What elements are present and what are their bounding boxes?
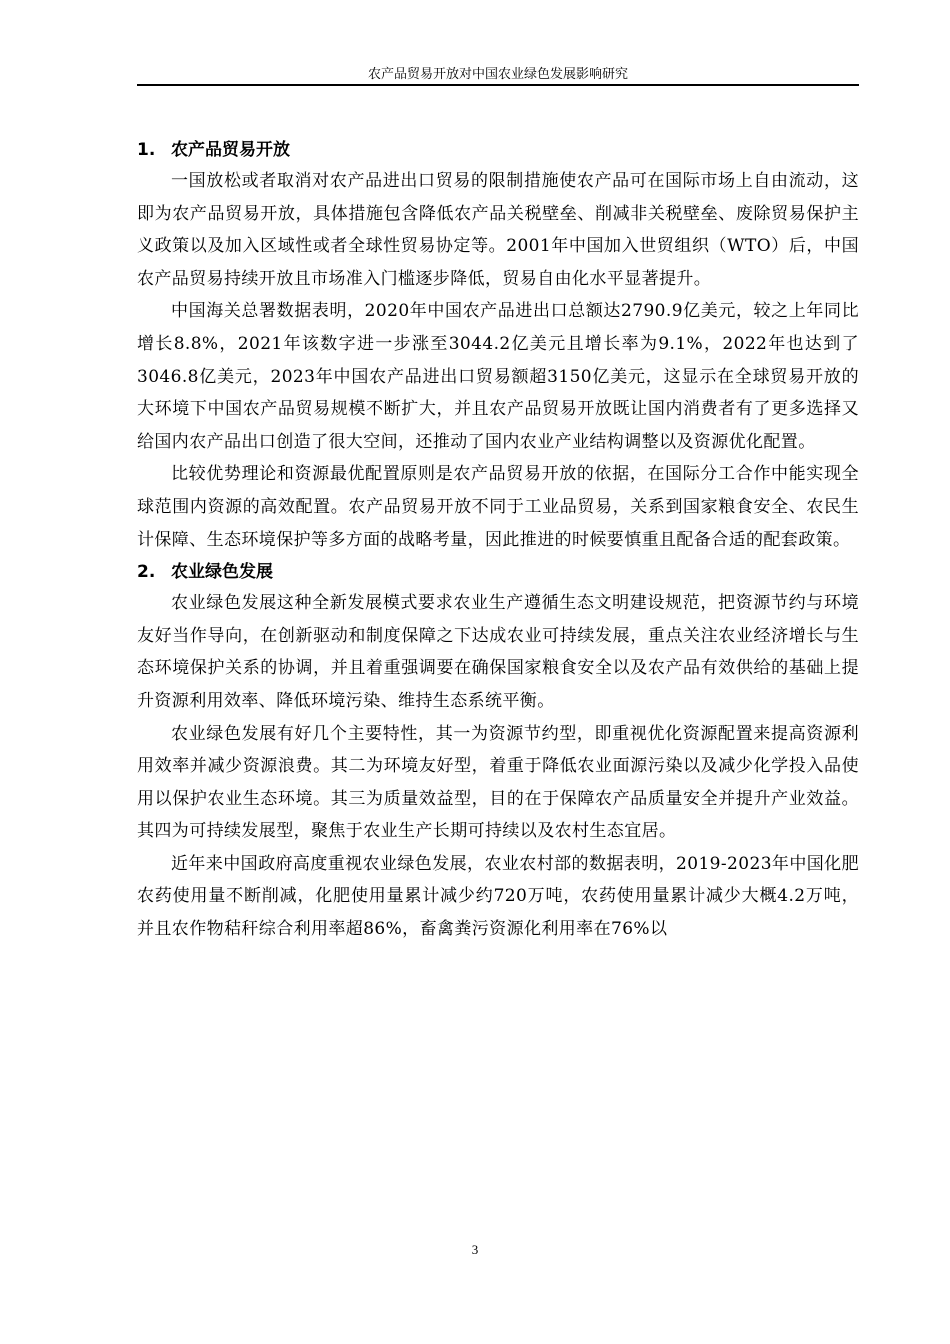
paragraph: 一国放松或者取消对农产品进出口贸易的限制措施使农产品可在国际市场上自由流动，这即为农产品贸易开放，具体措施包含降低农产品关税壁垒、削减非关税壁垒、废除贸易保护主义政策以及加入区域性或者全球性贸易协定等。2001年中国加入世贸组织（WTO）后，中国农产品贸易持续开放且市场准入门槛逐步降低，贸易自由化水平显著提升。: [137, 171, 859, 289]
section-heading-2: [137, 557, 859, 587]
section-title: 农业绿色发展: [171, 562, 273, 583]
section-number: 2.: [137, 562, 156, 583]
paragraph: 中国海关总署数据表明，2020年中国农产品进出口总额达2790.9亿美元，较之上年同比增长8.8%，2021年该数字进一步涨至3044.2亿美元且增长率为9.1%，2022年也达到了3046.8亿美元，2023年中国农产品进出口贸易额超3150亿美元，这显示在全球贸易开放的大环境下中国农产品贸易规模不断扩大，并且农产品贸易开放既让国内消费者有了更多选择又给国内农产品出口创造了很大空间，还推动了国内农业产业结构调整以及资源优化配置。: [137, 301, 859, 452]
document-body: [137, 135, 859, 946]
section-title: 农产品贸易开放: [171, 140, 290, 160]
section-heading-1: [137, 135, 859, 165]
paragraph: 近年来中国政府高度重视农业绿色发展，农业农村部的数据表明，2019-2023年中国化肥农药使用量不断削减，化肥使用量累计减少约720万吨，农药使用量累计减少大概4.2万吨，并且农作物秸秆综合利用率超86%，畜禽粪污资源化利用率在76%以: [137, 853, 859, 940]
section-number: 1.: [137, 140, 156, 160]
running-header: 农产品贸易开放对中国农业绿色发展影响研究: [367, 67, 628, 82]
paragraph: 比较优势理论和资源最优配置原则是农产品贸易开放的依据，在国际分工合作中能实现全球范围内资源的高效配置。农产品贸易开放不同于工业品贸易，关系到国家粮食安全、农民生计保障、生态环境保护等多方面的战略考量，因此推进的时候要慎重且配备合适的配套政策。: [137, 464, 859, 550]
paragraph: 农业绿色发展有好几个主要特性，其一为资源节约型，即重视优化资源配置来提高资源利用效率并减少资源浪费。其二为环境友好型，着重于降低农业面源污染以及减少化学投入品使用以保护农业生态环境。其三为质量效益型，目的在于保障农产品质量安全并提升产业效益。其四为可持续发展型，聚焦于农业生产长期可持续以及农村生态宜居。: [137, 723, 859, 842]
header-rule: [137, 84, 859, 86]
paragraph: 农业绿色发展这种全新发展模式要求农业生产遵循生态文明建设规范，把资源节约与环境友好当作导向，在创新驱动和制度保障之下达成农业可持续发展，重点关注农业经济增长与生态环境保护关系的协调，并且着重强调要在确保国家粮食安全以及农产品有效供给的基础上提升资源利用效率、降低环境污染、维持生态系统平衡。: [137, 593, 859, 711]
page-number: 3: [471, 1242, 479, 1257]
